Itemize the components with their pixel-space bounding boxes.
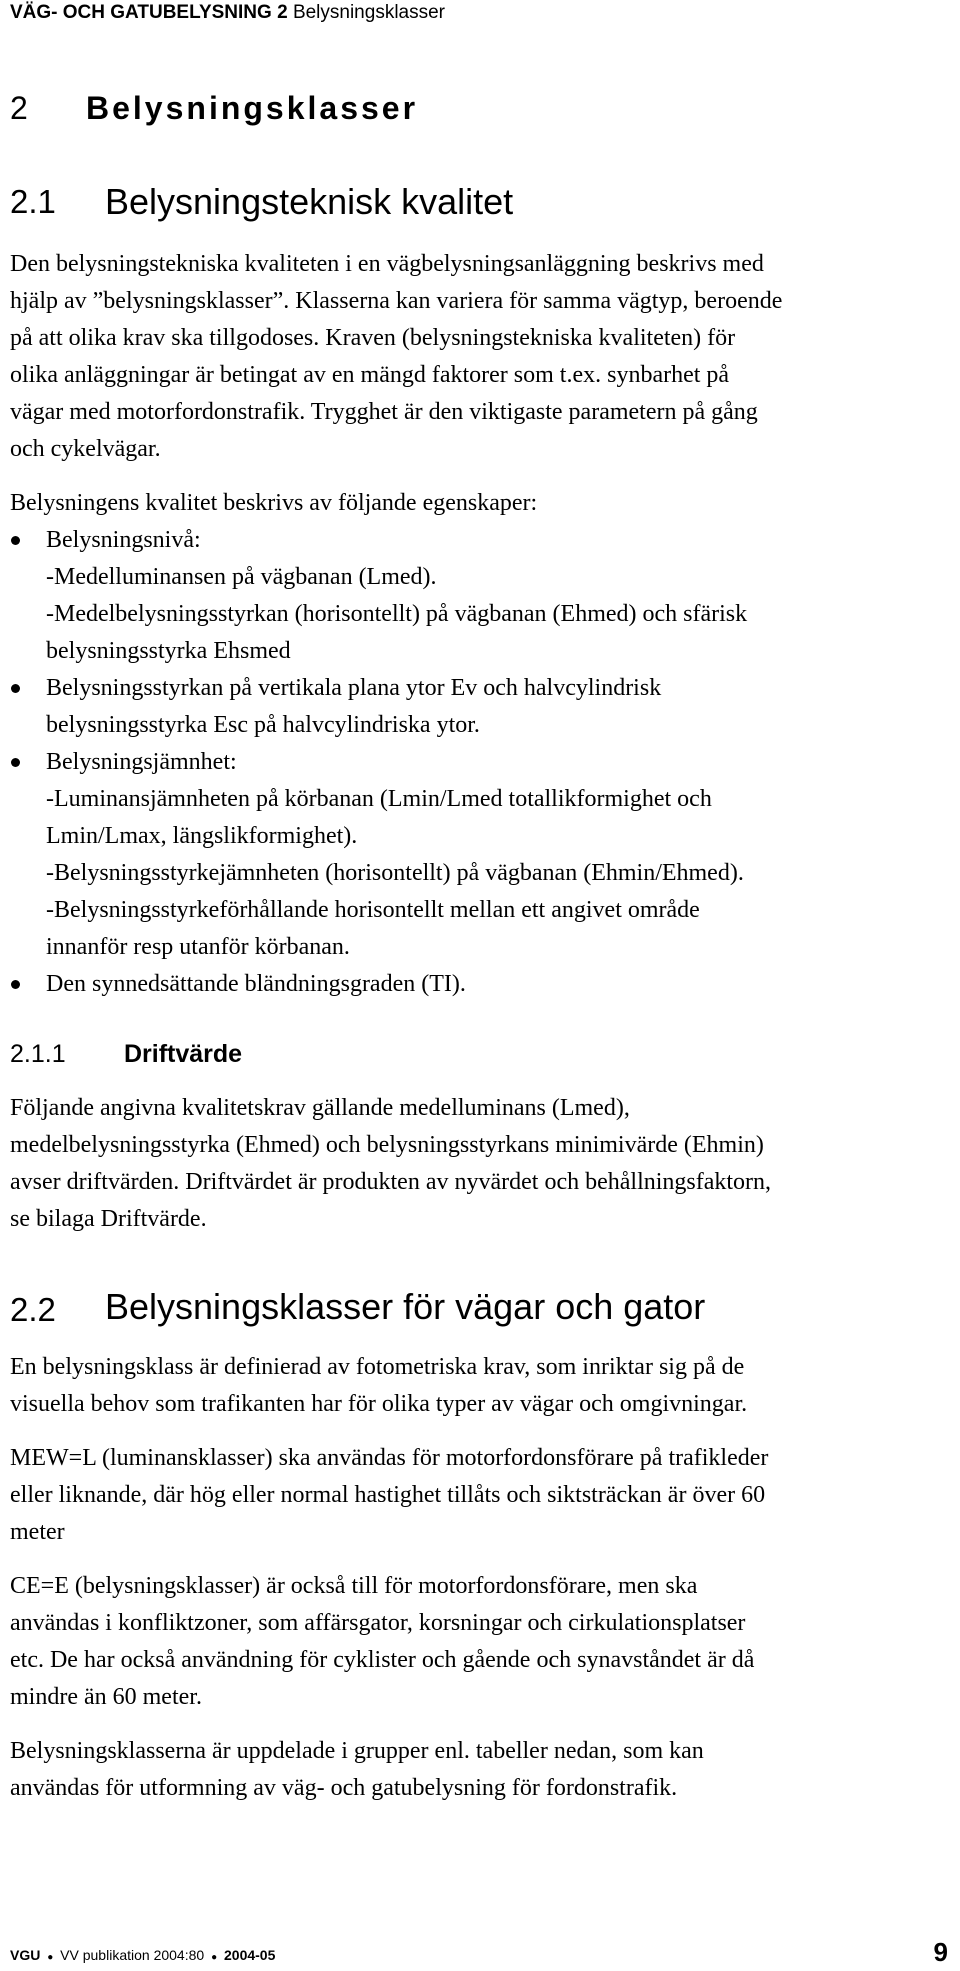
bullet-text: -Medelbelysningsstyrkan (horisontellt) på vägbanan (Ehmed) och sfärisk xyxy=(46,601,748,627)
bullet-text: -Belysningsstyrkeförhållande horisontellt mellan ett angivet område xyxy=(46,897,700,923)
paragraph-line: visuella behov som trafikanten har för olika typer av vägar och omgivningar. xyxy=(10,1391,748,1417)
running-header xyxy=(10,2,445,24)
page-number: 9 xyxy=(933,1937,948,1967)
section-2-number: 2 xyxy=(10,90,28,126)
bullet-text: Lmin/Lmax, längslikformighet). xyxy=(46,823,358,849)
paragraph-line: medelbelysningsstyrka (Ehmed) och belysningsstyrkans minimivärde (Ehmin) xyxy=(10,1132,764,1158)
section-2-2-title: Belysningsklasser för vägar och gator xyxy=(105,1286,706,1327)
bullet-text: Belysningsstyrkan på vertikala plana ytor Ev och halvcylindrisk xyxy=(46,675,662,701)
bullet-marker xyxy=(11,684,20,693)
footer-org: VGU xyxy=(10,1947,41,1963)
paragraph-line: Belysningsklasserna är uppdelade i grupper enl. tabeller nedan, som kan xyxy=(10,1738,704,1764)
paragraph-line: eller liknande, där hög eller normal hastighet tillåts och siktsträckan är över 60 xyxy=(10,1482,766,1508)
paragraph-line: Följande angivna kvalitetskrav gällande medelluminans (Lmed), xyxy=(10,1095,630,1121)
paragraph-line: Den belysningstekniska kvaliteten i en vägbelysningsanläggning beskrivs med xyxy=(10,251,764,277)
paragraph-line: på att olika krav ska tillgodoses. Kraven (belysningstekniska kvaliteten) för xyxy=(10,325,736,351)
bullet-marker xyxy=(11,536,20,545)
footer-date: 2004-05 xyxy=(224,1947,276,1963)
footer-publication: VV publikation 2004:80 xyxy=(60,1947,205,1963)
paragraph-line: se bilaga Driftvärde. xyxy=(10,1206,207,1232)
bullet-text: Den synnedsättande bländningsgraden (TI). xyxy=(46,971,466,997)
paragraph-line: användas för utformning av väg- och gatubelysning för fordonstrafik. xyxy=(10,1775,678,1801)
running-header-bold: VÄG- OCH GATUBELYSNING 2 xyxy=(10,2,288,23)
bullet-text: Belysningsjämnhet: xyxy=(46,749,237,775)
bullet-text: -Luminansjämnheten på körbanan (Lmin/Lmed totallikformighet och xyxy=(46,786,712,812)
bullet-text: innanför resp utanför körbanan. xyxy=(46,934,350,960)
paragraph-line: avser driftvärden. Driftvärdet är produkten av nyvärdet och behållningsfaktorn, xyxy=(10,1169,772,1195)
section-2-2-number: 2.2 xyxy=(10,1291,56,1328)
section-2-title: Belysningsklasser xyxy=(86,90,419,126)
paragraph-line: CE=E (belysningsklasser) är också till för motorfordonsförare, men ska xyxy=(10,1573,698,1599)
bullet-marker xyxy=(11,758,20,767)
paragraph-line: meter xyxy=(10,1519,65,1545)
paragraph-line: MEW=L (luminansklasser) ska användas för motorfordonsförare på trafikleder xyxy=(10,1445,769,1471)
paragraph-line: olika anläggningar är betingat av en mängd faktorer som t.ex. synbarhet på xyxy=(10,362,730,388)
section-2-1-1-title: Driftvärde xyxy=(124,1040,243,1068)
bullet-text: Belysningsnivå: xyxy=(46,527,201,553)
paragraph-line: och cykelvägar. xyxy=(10,436,161,462)
running-header-rest: Belysningsklasser xyxy=(292,2,446,23)
paragraph-line: hjälp av ”belysningsklasser”. Klasserna kan variera för samma vägtyp, beroende xyxy=(10,288,783,314)
properties-intro: Belysningens kvalitet beskrivs av följande egenskaper: xyxy=(10,490,538,516)
paragraph-line: mindre än 60 meter. xyxy=(10,1684,202,1710)
bullet-text: belysningsstyrka Esc på halvcylindriska ytor. xyxy=(46,712,480,738)
paragraph-line: etc. De har också användning för cyklister och gående och synavståndet är då xyxy=(10,1647,755,1673)
section-2-1-number: 2.1 xyxy=(10,183,56,220)
paragraph-line: användas i konfliktzoner, som affärsgator, korsningar och cirkulationsplatser xyxy=(10,1610,746,1636)
bullet-text: -Belysningsstyrkejämnheten (horisontellt) på vägbanan (Ehmin/Ehmed). xyxy=(46,860,744,886)
bullet-text: -Medelluminansen på vägbanan (Lmed). xyxy=(46,564,437,590)
paragraph-line: En belysningsklass är definierad av fotometriska krav, som inriktar sig på de xyxy=(10,1354,745,1380)
footer-separator: ● xyxy=(47,1952,54,1963)
section-2-1-1-number: 2.1.1 xyxy=(10,1040,66,1068)
bullet-text: belysningsstyrka Ehsmed xyxy=(46,638,291,664)
paragraph-line: vägar med motorfordonstrafik. Trygghet är den viktigaste parametern på gång xyxy=(10,399,758,425)
footer-separator: ● xyxy=(211,1952,218,1963)
page-footer xyxy=(10,1947,275,1963)
section-2-1-title: Belysningsteknisk kvalitet xyxy=(105,181,514,222)
bullet-marker xyxy=(11,980,20,989)
